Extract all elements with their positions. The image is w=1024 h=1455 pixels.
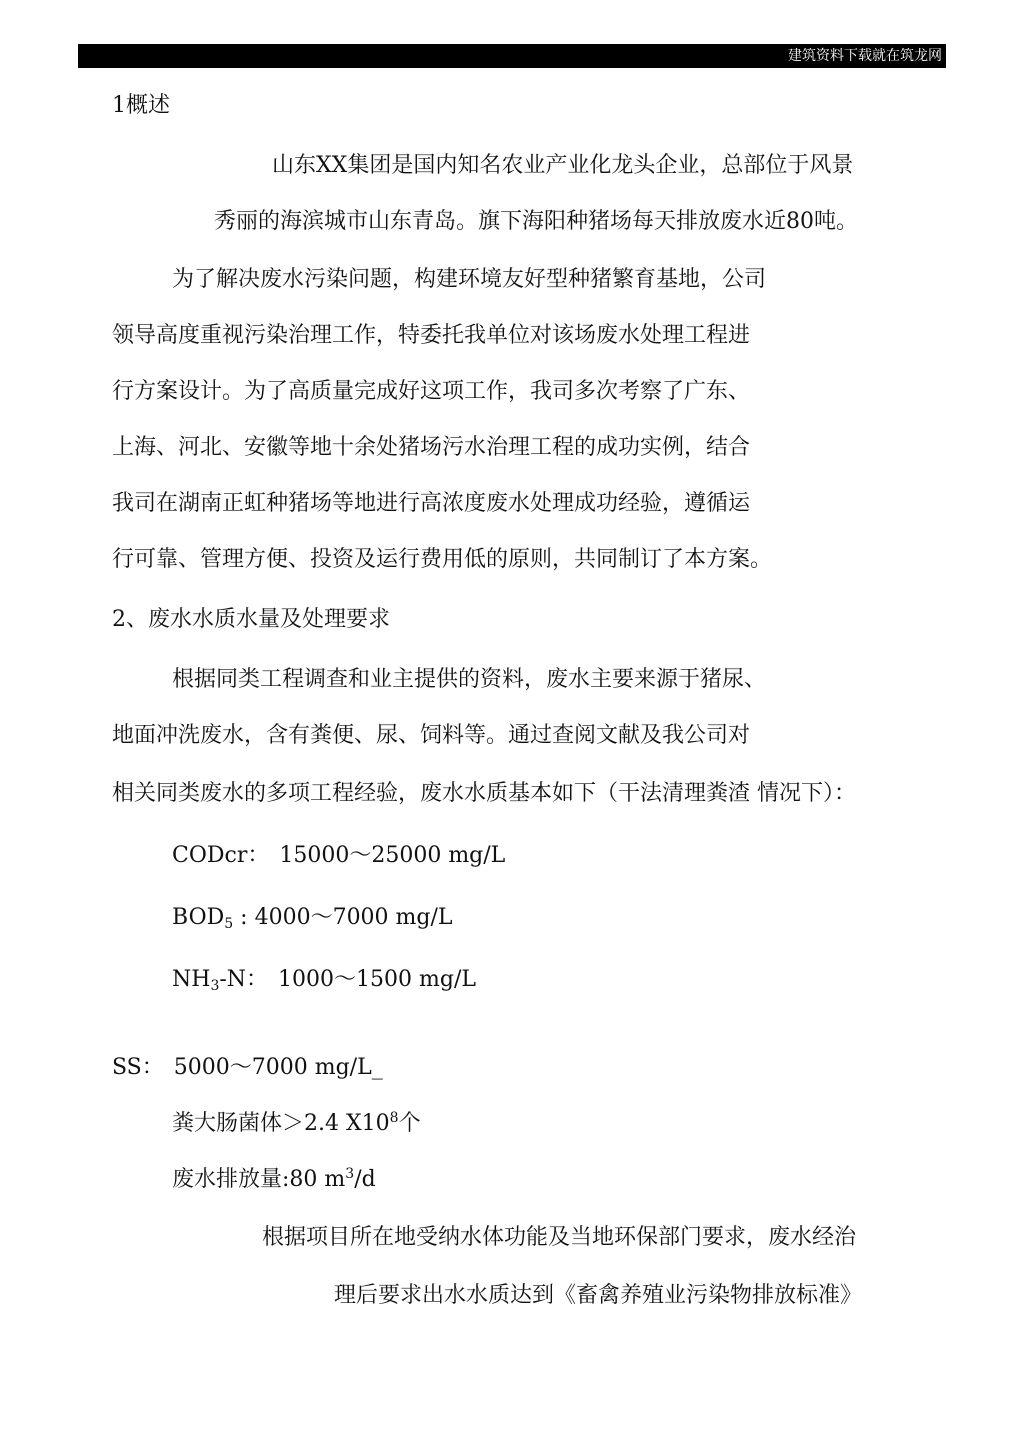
section1-heading: 1概述 bbox=[112, 93, 170, 118]
param-discharge-sup: 3 bbox=[345, 1166, 355, 1182]
header-watermark: 建筑资料下载就在筑龙网 bbox=[788, 48, 942, 64]
param-nh3 bbox=[172, 966, 476, 994]
section1-line: 为了解决废水污染问题，构建环境友好型种猪繁育基地，公司 bbox=[172, 267, 767, 292]
param-ss-label: SS： bbox=[112, 1055, 164, 1080]
section2-line: 相关同类废水的多项工程经验，废水水质基本如下（干法清理粪渣 情况下）： bbox=[112, 781, 856, 806]
param-cod-value: 15000～25000 mg/L bbox=[279, 843, 506, 868]
param-discharge-label: 废水排放量:80 m bbox=[172, 1167, 346, 1192]
section1-line: 山东XX集团是国内知名农业产业化龙头企业，总部位于风景 bbox=[272, 153, 854, 178]
header-bar bbox=[78, 44, 946, 68]
section2-line: 根据同类工程调查和业主提供的资料，废水主要来源于猪尿、 bbox=[172, 667, 767, 692]
param-nh3-label-suffix: -N： bbox=[219, 967, 269, 992]
param-coliform-unit: 个 bbox=[398, 1111, 421, 1136]
param-cod-label: CODcr： bbox=[172, 843, 270, 868]
param-bod-value: 4000～7000 mg/L bbox=[254, 905, 453, 930]
param-coliform-label: 粪大肠菌体＞2.4 X10 bbox=[172, 1111, 390, 1136]
param-ss-value: 5000～7000 mg/L_ bbox=[173, 1055, 383, 1080]
section1-line: 我司在湖南正虹种猪场等地进行高浓度废水处理成功经验，遵循运 bbox=[112, 491, 751, 516]
param-coliform-sup: 8 bbox=[389, 1110, 399, 1126]
param-nh3-value: 1000～1500 mg/L bbox=[278, 967, 476, 992]
param-coliform bbox=[172, 1110, 421, 1138]
section1-line: 行方案设计。为了高质量完成好这项工作，我司多次考察了广东、 bbox=[112, 379, 751, 404]
section2-line: 地面冲洗废水，含有粪便、尿、饲料等。通过查阅文献及我公司对 bbox=[112, 723, 751, 748]
param-nh3-sub: 3 bbox=[210, 978, 220, 994]
closing-line: 根据项目所在地受纳水体功能及当地环保部门要求，废水经治 bbox=[262, 1225, 857, 1250]
closing-line: 理后要求出水水质达到《畜禽养殖业污染物排放标准》 bbox=[334, 1283, 863, 1308]
param-bod-label: BOD bbox=[172, 905, 225, 930]
param-bod bbox=[172, 904, 453, 932]
param-nh3-label: NH bbox=[172, 967, 211, 992]
param-bod-sep: : bbox=[233, 905, 255, 930]
param-cod bbox=[172, 842, 505, 870]
section1-line: 行可靠、管理方便、投资及运行费用低的原则，共同制订了本方案。 bbox=[112, 547, 773, 572]
param-bod-sub: 5 bbox=[224, 916, 234, 932]
section1-line: 秀丽的海滨城市山东青岛。旗下海阳种猪场每天排放废水近80吨。 bbox=[214, 209, 858, 234]
param-discharge-unit: /d bbox=[354, 1167, 376, 1192]
section1-line: 上海、河北、安徽等地十余处猪场污水治理工程的成功实例，结合 bbox=[112, 435, 751, 460]
param-ss bbox=[112, 1054, 383, 1082]
section2-heading: 2、废水水质水量及处理要求 bbox=[112, 607, 390, 632]
param-discharge bbox=[172, 1166, 376, 1194]
section1-line: 领导高度重视污染治理工作，特委托我单位对该场废水处理工程进 bbox=[112, 323, 751, 348]
